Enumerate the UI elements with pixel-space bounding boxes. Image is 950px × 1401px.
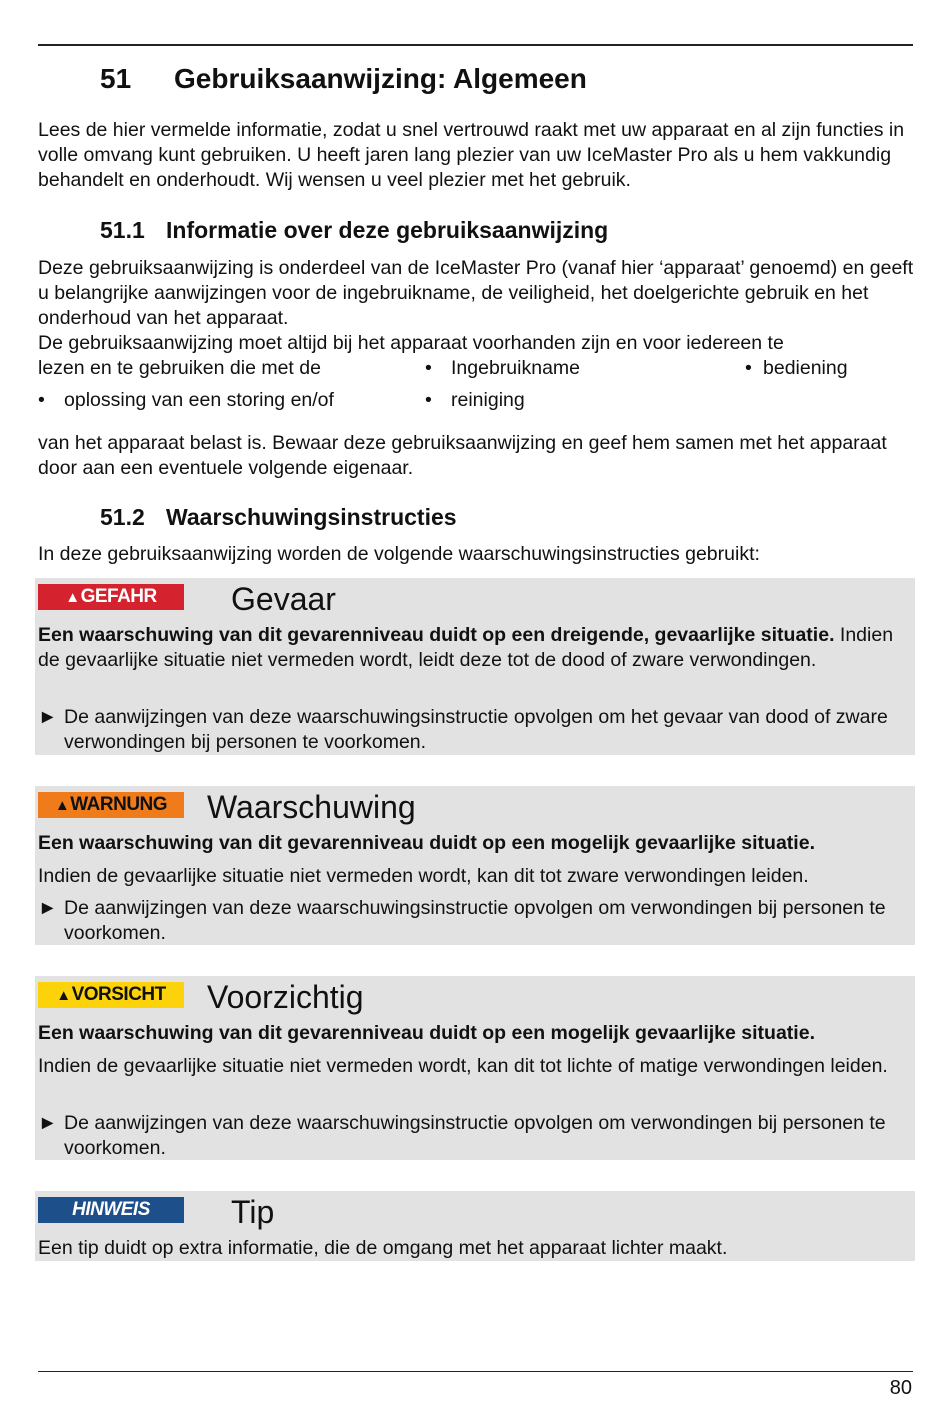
caution-action: ► De aanwijzingen van deze waarschuwingsinstructie opvolgen om verwondingen bij personen te voorkomen.	[38, 1112, 886, 1159]
danger-action: ► De aanwijzingen van deze waarschuwingsinstructie opvolgen om het gevaar van dood of zware verwondingen bij personen te voorkomen.	[38, 706, 888, 753]
subsection-number: 51.1	[100, 217, 145, 243]
section-heading	[100, 62, 587, 96]
warning-triangle-icon: ▲	[54, 797, 70, 814]
warning-triangle-icon: ▲	[56, 987, 71, 1004]
subsection-heading-51-2	[100, 503, 457, 531]
subsection-heading-51-1	[100, 216, 608, 244]
triangle-right-icon: ►	[38, 1112, 58, 1134]
bullet-icon: •	[425, 389, 432, 411]
caution-title: Voorzichtig	[207, 979, 364, 1015]
danger-signal-label: ▲GEFAHR	[38, 584, 184, 610]
bullet-icon: •	[745, 357, 752, 379]
list-item: • bediening	[745, 357, 848, 379]
warning-action: ► De aanwijzingen van deze waarschuwingsinstructie opvolgen om verwondingen bij personen te voorkomen.	[38, 897, 886, 944]
section-title: Gebruiksaanwijzing: Algemeen	[174, 63, 587, 94]
bullet-icon: •	[425, 357, 432, 379]
subsection-title: Informatie over deze gebruiksaanwijzing	[166, 217, 609, 243]
danger-title: Gevaar	[231, 581, 336, 617]
warning-description: Indien de gevaarlijke situatie niet vermeden wordt, kan dit tot zware verwondingen leiden.	[38, 865, 809, 887]
triangle-right-icon: ►	[38, 706, 58, 728]
section-intro: Lees de hier vermelde informatie, zodat u snel vertrouwd raakt met uw apparaat en al zijn functies in volle omvang kunt gebruiken. U heeft jaren lang plezier van uw IceMaster Pro als u hem vakkundig behandelt en onderhoudt. Wij wensen u veel plezier met het gebruik.	[38, 119, 905, 191]
bullet-icon: •	[38, 389, 45, 411]
info-paragraph-3: van het apparaat belast is. Bewaar deze gebruiksaanwijzing en geef hem samen met het apparaat door aan een eventuele volgende eigenaar.	[38, 432, 887, 479]
danger-description: Een waarschuwing van dit gevarenniveau duidt op een dreigende, gevaarlijke situatie. Indien de gevaarlijke situatie niet vermeden wordt, leidt deze tot de dood of zware verwondingen.	[38, 624, 894, 671]
subsection-title: Waarschuwingsinstructies	[166, 504, 457, 530]
info-paragraph-1: Deze gebruiksaanwijzing is onderdeel van de IceMaster Pro (vanaf hier ‘apparaat’ genoemd) en geeft u belangrijke aanwijzingen voor de ingebruikname, de veiligheid, het doelgerichte gebruik en het onderhoud van het apparaat.	[38, 257, 914, 329]
footer-rule	[38, 1371, 913, 1372]
tip-notice	[35, 1191, 915, 1261]
list-item: • reiniging	[425, 389, 525, 411]
warning-title: Waarschuwing	[207, 789, 416, 825]
header-rule	[38, 44, 913, 46]
caution-description: Indien de gevaarlijke situatie niet vermeden wordt, kan dit tot lichte of matige verwondingen leiden.	[38, 1055, 888, 1077]
caution-signal-label: ▲VORSICHT	[38, 982, 184, 1008]
bullet-list	[38, 356, 918, 416]
list-item: • Ingebruikname	[425, 357, 580, 379]
warnings-intro: In deze gebruiksaanwijzing worden de volgende waarschuwingsinstructies gebruikt:	[38, 543, 760, 565]
caution-notice	[35, 976, 915, 1160]
list-item: • oplossing van een storing en/of	[38, 389, 334, 411]
caution-bold-text: Een waarschuwing van dit gevarenniveau duidt op een mogelijk gevaarlijke situatie.	[38, 1022, 815, 1044]
tip-title: Tip	[231, 1194, 275, 1230]
info-paragraph-2: De gebruiksaanwijzing moet altijd bij het apparaat voorhanden zijn en voor iedereen te	[38, 332, 784, 354]
list-lead-text: lezen en te gebruiken die met de	[38, 357, 321, 379]
subsection-number: 51.2	[100, 504, 145, 530]
warning-signal-label: ▲WARNUNG	[38, 792, 184, 818]
tip-description: Een tip duidt op extra informatie, die de omgang met het apparaat lichter maakt.	[38, 1237, 728, 1259]
danger-notice	[35, 578, 915, 755]
tip-signal-label: HINWEIS	[38, 1197, 184, 1223]
section-number: 51	[100, 63, 132, 94]
page-number: 80	[889, 1377, 912, 1399]
triangle-right-icon: ►	[38, 897, 58, 919]
warning-notice	[35, 786, 915, 945]
warning-triangle-icon: ▲	[65, 589, 80, 606]
warning-bold-text: Een waarschuwing van dit gevarenniveau duidt op een mogelijk gevaarlijke situatie.	[38, 832, 815, 854]
